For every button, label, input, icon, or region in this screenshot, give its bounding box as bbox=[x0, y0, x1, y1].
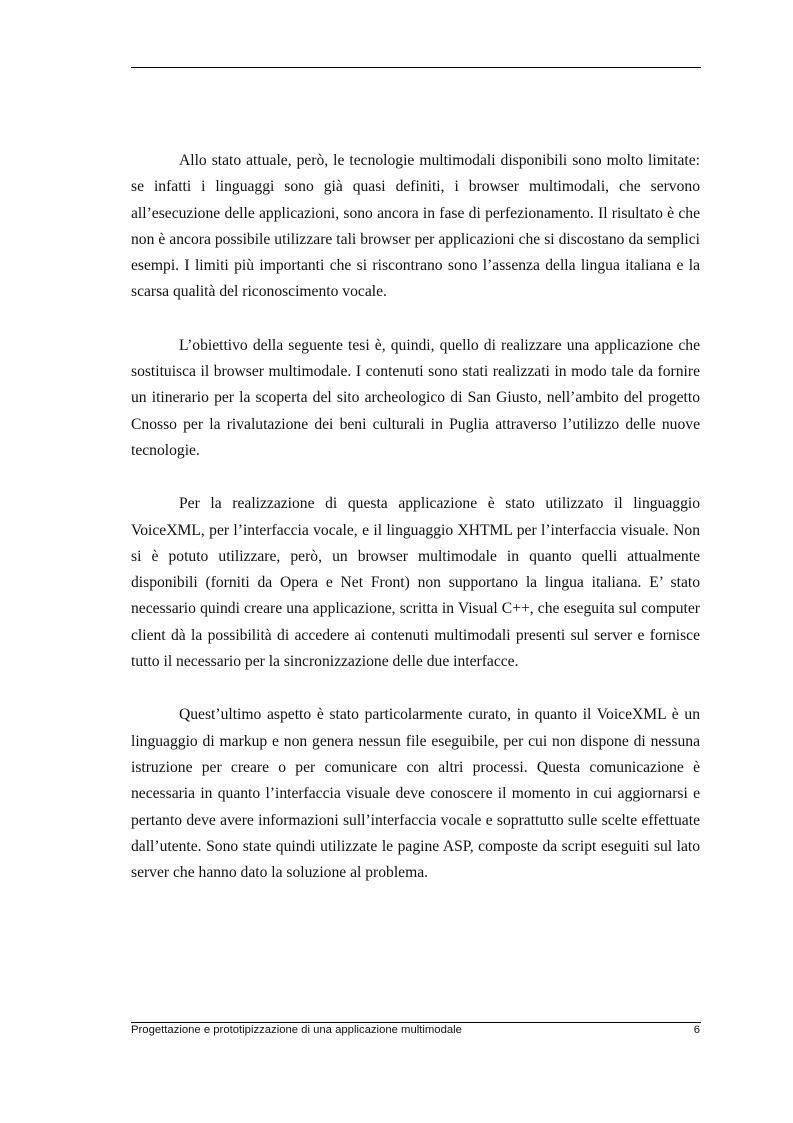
paragraph-4: Quest’ultimo aspetto è stato particolarmente curato, in quanto il VoiceXML è un linguaggio di markup e non genera nessun file eseguibile, per cui non dispone di nessuna istruzione per creare o per comunicare con altri processi. Questa comunicazione è necessaria in quanto l’interfaccia visuale deve conoscere il momento in cui aggiornarsi e pertanto deve avere informazioni sull’interfaccia vocale e soprattutto sulle scelte effettuate dall’utente. Sono state quindi utilizzate le pagine ASP, composte da script eseguiti sul lato server che hanno dato la soluzione al problema. bbox=[131, 706, 700, 882]
paragraph-3: Per la realizzazione di questa applicazione è stato utilizzato il linguaggio VoiceXML, per l’interfaccia vocale, e il linguaggio XHTML per l’interfaccia visuale. Non si è potuto utilizzare, però, un browser multimodale in quanto quelli attualmente disponibili (forniti da Opera e Net Front) non supportano la lingua italiana. E’ stato necessario quindi creare una applicazione, scritta in Visual C++, che eseguita sul computer client dà la possibilità di accedere ai contenuti multimodali presenti sul server e fornisce tutto il necessario per la sincronizzazione delle due interfacce. bbox=[131, 495, 700, 671]
header-rule bbox=[131, 67, 701, 68]
paragraph-1: Allo stato attuale, però, le tecnologie multimodali disponibili sono molto limitate: se infatti i linguaggi sono già quasi definiti, i browser multimodali, che servono all’esecuzione delle applicazioni, sono ancora in fase di perfezionamento. Il risultato è che non è ancora possibile utilizzare tali browser per applicazioni che si discostano da semplici esempi. I limiti più importanti che si riscontrano sono l’assenza della lingua italiana e la scarsa qualità del riconoscimento vocale. bbox=[131, 152, 700, 301]
page-number: 6 bbox=[693, 1024, 700, 1036]
page-footer bbox=[131, 1024, 700, 1036]
footer-rule bbox=[131, 1022, 701, 1023]
footer-title: Progettazione e prototipizzazione di una applicazione multimodale bbox=[131, 1024, 462, 1036]
paragraph-2: L’obiettivo della seguente tesi è, quindi, quello di realizzare una applicazione che sostituisca il browser multimodale. I contenuti sono stati realizzati in modo tale da fornire un itinerario per la scoperta del sito archeologico di San Giusto, nell’ambito del progetto Cnosso per la rivalutazione dei beni culturali in Puglia attraverso l’utilizzo delle nuove tecnologie. bbox=[131, 336, 700, 459]
body-text bbox=[131, 148, 700, 913]
